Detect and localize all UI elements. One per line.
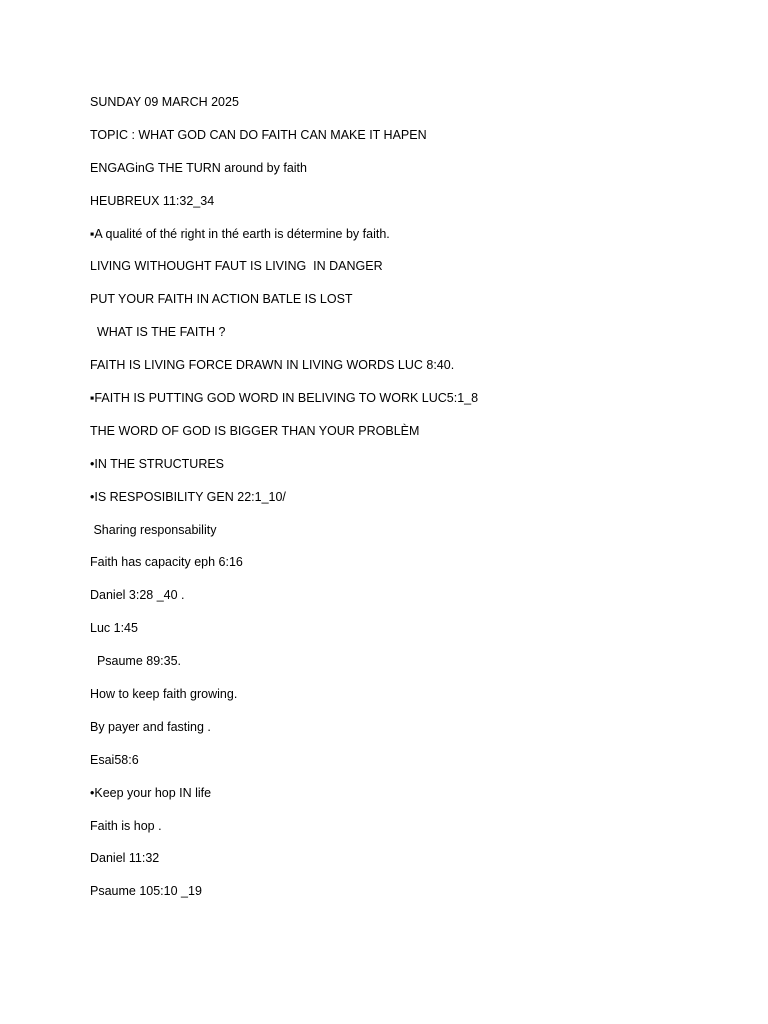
date-line: SUNDAY 09 MARCH 2025 — [90, 95, 239, 109]
text-line: Sharing responsability — [90, 522, 217, 537]
bullet-line: •IS RESPOSIBILITY GEN 22:1_10/ — [90, 489, 286, 504]
bullet-line: •IN THE STRUCTURES — [90, 456, 225, 471]
scripture-reference: Esai58:6 — [90, 752, 139, 767]
text-line: Faith has capacity eph 6:16 — [90, 555, 243, 570]
text-line: THE WORD OF GOD IS BIGGER THAN YOUR PROBLÈM — [90, 423, 420, 438]
text-line: FAITH IS LIVING FORCE DRAWN IN LIVING WORDS LUC 8:40. — [90, 358, 455, 373]
scripture-reference: Psaume 105:10 _19 — [90, 884, 202, 899]
section-heading: How to keep faith growing. — [90, 687, 238, 702]
text-line: PUT YOUR FAITH IN ACTION BATLE IS LOST — [90, 292, 353, 307]
section-heading: WHAT IS THE FAITH ? — [90, 325, 226, 340]
text-line: By payer and fasting . — [90, 719, 211, 734]
text-line: ▪FAITH IS PUTTING GOD WORD IN BELIVING TO WORK LUC5:1_8 — [90, 391, 479, 406]
topic-line: TOPIC : WHAT GOD CAN DO FAITH CAN MAKE IT HAPEN — [90, 127, 427, 142]
text-line: LIVING WITHOUGHT FAUT IS LIVING IN DANGER — [90, 259, 383, 274]
scripture-reference: HEUBREUX 11:32_34 — [90, 193, 215, 208]
bullet-line: •Keep your hop IN life — [90, 785, 212, 800]
text-line: Faith is hop . — [90, 818, 162, 833]
scripture-reference: Daniel 11:32 — [90, 851, 160, 866]
scripture-reference: Psaume 89:35. — [90, 654, 182, 669]
scripture-reference: Luc 1:45 — [90, 621, 138, 636]
text-line: ENGAGinG THE TURN around by faith — [90, 160, 307, 175]
scripture-reference: Daniel 3:28 _40 . — [90, 588, 185, 603]
text-line: ▪A qualité of thé right in thé earth is détermine by faith. — [90, 226, 390, 241]
document-body — [90, 93, 730, 915]
